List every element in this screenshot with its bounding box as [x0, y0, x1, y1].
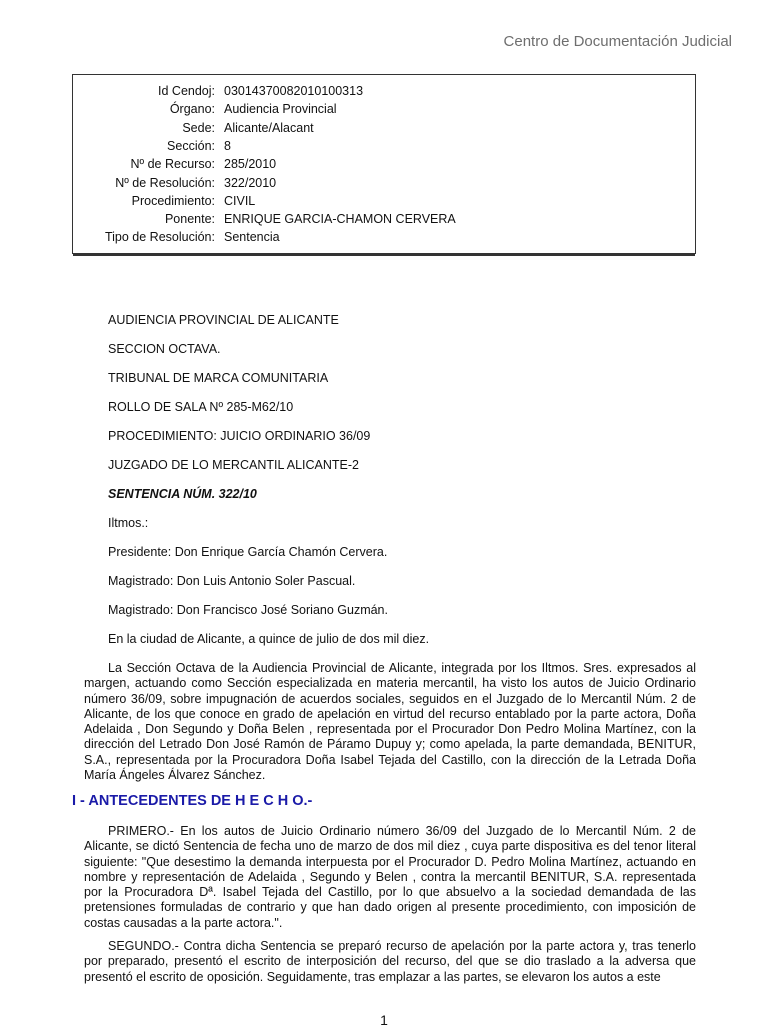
metadata-label: Sede: [182, 120, 215, 135]
metadata-row-tipo-resolucion [73, 228, 695, 246]
paragraph-primero: PRIMERO.- En los autos de Juicio Ordinario número 36/09 del Juzgado de lo Mercantil Núm. 2 de Alicante, se dictó Sentencia de fecha uno de marzo de dos mil diez , cuya parte dispositiva es del tenor literal siguiente: "Que desestimo la demanda interpuesta por el Procurador D. Pedro Molina Martínez, actuando en nombre y representación de Adelaida , Segundo y Belen , contra la mercantil BENITUR, S.A. representada por la Procuradora Dª. Isabel Tejada del Castillo, por lo que absuelvo a la sociedad demandada de las pretensiones formuladas de contrario y que han dado origen al presente procedimiento, con imposición de costas causadas a la parte actora.". [84, 824, 696, 930]
metadata-label: Órgano: [169, 102, 215, 117]
metadata-value: Alicante/Alacant [224, 120, 314, 135]
magistrado-line-1: Magistrado: Don Luis Antonio Soler Pascual. [108, 574, 356, 588]
juzgado-line: JUZGADO DE LO MERCANTIL ALICANTE-2 [108, 458, 359, 472]
metadata-value: ENRIQUE GARCIA-CHAMON CERVERA [224, 212, 456, 227]
metadata-label: Nº de Resolución: [115, 175, 215, 190]
metadata-row-resolucion [73, 174, 695, 192]
metadata-row-procedimiento [73, 192, 695, 210]
metadata-row-ponente [73, 210, 695, 228]
metadata-row-seccion [73, 137, 695, 155]
rollo-number: ROLLO DE SALA Nº 285-M62/10 [108, 400, 294, 414]
metadata-label: Id Cendoj: [158, 84, 215, 98]
intro-paragraph: La Sección Octava de la Audiencia Provincial de Alicante, integrada por los Iltmos. Sres. expresados al margen, actuando como Sección especializada en materia mercantil, ha visto los autos de Juicio Ordinario número 36/09, sobre impugnación de acuerdos sociales, seguidos en el Juzgado de lo Mercantil Núm. 2 de Alicante, de los que conoce en grado de apelación en virtud del recurso entablado por la parte actora, Doña Adelaida , Don Segundo y Doña Belen , representada por el Procurador Don Pedro Molina Martínez, con la dirección del Letrado Don José Ramón de Páramo Dupuy y; como apelada, la parte demandada, BENITUR, S.A., representada por la Procuradora Doña Isabel Tejada del Castillo, con la dirección de la Letrada Doña María Ángeles Álvarez Sánchez. [84, 661, 696, 783]
metadata-row-id-cendoj [73, 82, 695, 100]
procedure-line: PROCEDIMIENTO: JUICIO ORDINARIO 36/09 [108, 429, 371, 443]
sentence-title: SENTENCIA NÚM. 322/10 [108, 487, 257, 501]
metadata-value: 03014370082010100313 [224, 84, 364, 98]
ilmos-line: Iltmos.: [108, 516, 149, 530]
court-name: AUDIENCIA PROVINCIAL DE ALICANTE [108, 313, 339, 327]
paragraph-segundo: SEGUNDO.- Contra dicha Sentencia se preparó recurso de apelación por la parte actora y, tras tenerlo por preparado, presentó el escrito de interposición del recurso, del que se dio traslado a la adversa que presentó el escrito de oposición. Seguidamente, tras emplazar a las partes, se elevaron los autos a este [84, 939, 696, 984]
metadata-label: Nº de Recurso: [130, 157, 215, 172]
metadata-row-organo [73, 100, 695, 118]
magistrado-line-2: Magistrado: Don Francisco José Soriano Guzmán. [108, 603, 388, 617]
metadata-label: Tipo de Resolución: [104, 230, 215, 245]
metadata-value: Sentencia [224, 230, 280, 245]
metadata-label: Procedimiento: [131, 193, 215, 208]
document-center-name: Centro de Documentación Judicial [503, 33, 732, 50]
section-heading-antecedentes: I - ANTECEDENTES DE H E C H O.- [72, 793, 313, 809]
court-section: SECCION OCTAVA. [108, 342, 221, 356]
metadata-row-recurso [73, 155, 695, 173]
metadata-row-sede [73, 119, 695, 137]
tribunal-name: TRIBUNAL DE MARCA COMUNITARIA [108, 371, 329, 385]
metadata-value: 285/2010 [224, 157, 277, 172]
place-date-line: En la ciudad de Alicante, a quince de julio de dos mil diez. [108, 632, 430, 646]
metadata-value: 8 [224, 138, 231, 153]
presidente-line: Presidente: Don Enrique García Chamón Cervera. [108, 545, 388, 559]
page-number: 1 [380, 1012, 388, 1028]
metadata-value: 322/2010 [224, 175, 277, 190]
metadata-box [72, 74, 696, 254]
metadata-value: CIVIL [224, 193, 256, 208]
metadata-value: Audiencia Provincial [224, 102, 337, 117]
metadata-label: Sección: [167, 138, 215, 153]
metadata-label: Ponente: [164, 212, 215, 227]
